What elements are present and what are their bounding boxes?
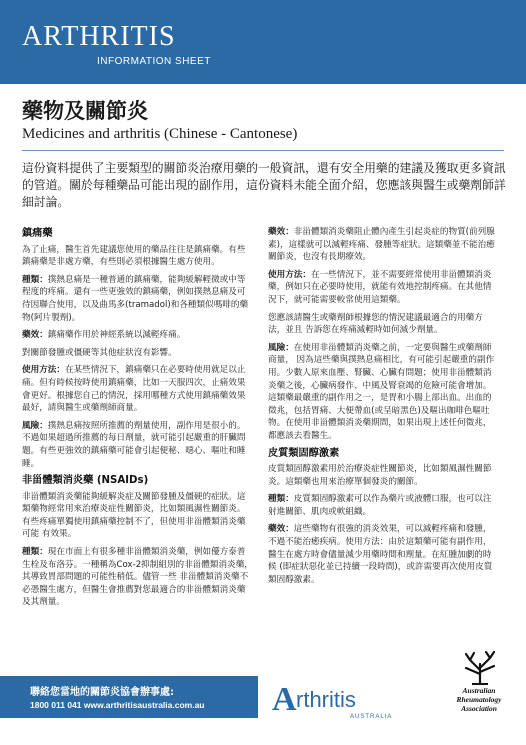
paragraph <box>22 420 254 470</box>
title-divider <box>22 150 504 151</box>
paragraph: 為了止痛，醫生首先建議您使用的藥品往往是鎮痛藥。有些鎮痛藥是非處方藥，有些則必須根據醫生處方使用。 <box>22 244 246 268</box>
section-heading-analgesics: 鎮痛藥 <box>22 228 53 239</box>
paragraph <box>22 364 254 414</box>
label: 風險： <box>268 342 294 353</box>
paragraph <box>22 329 254 342</box>
paragraph: 您應該請醫生或藥劑師根據您的情況建議最適合的用藥方法，並且 告訴您在疼痛減輕時如何減少劑量。 <box>268 312 483 336</box>
paragraph <box>22 274 254 324</box>
label: 藥效： <box>268 227 294 237</box>
paragraph: 非甾體類消炎藥能夠緩解炎症及關節發腫及僵硬的症狀。這類藥物經常用來治療炎症性關節炎，比如類風濕性關節炎。有些疼痛單獨使用鎮痛藥控制不了，但使用非甾體類消炎藥可能 有效果。 <box>22 491 246 540</box>
label: 種類： <box>268 494 294 505</box>
paragraph: 對關節發腫或僵硬等其他症狀沒有影響。 <box>22 347 177 358</box>
label: 藥效： <box>22 330 48 341</box>
label: 使用方法： <box>22 365 65 376</box>
paragraph <box>268 493 500 518</box>
contact-banner <box>0 676 258 718</box>
paragraph <box>268 269 500 307</box>
paragraph <box>268 342 500 443</box>
text: 現在市面上有很多種非甾體類消炎藥，例如優方泰普生栓及布洛芬。一種稱為Cox-2抑制組別的非甾體類消炎藥，其導致胃部問題的可能性稍低。儘管一些 非甾體類消炎藥不必憑醫生處方，但醫生會推薦對您最適合的非甾體類消炎藥及其劑量。 <box>22 547 253 608</box>
section-heading-nsaids: 非甾體類消炎藥 (NSAIDs) <box>22 475 149 487</box>
page-title: 藥物及關節炎 <box>22 99 148 123</box>
right-column <box>268 226 500 591</box>
logo-letter: A <box>272 681 297 718</box>
text: 鎮痛藥作用於神經系統以減輕疼痛。 <box>47 330 186 341</box>
text: 在一些情況下，並不需要經常使用非甾體類消炎藥，例如只在必要時使用，就能有效地控制疼痛。在其他情況下，就可能需要較常使用這類藥。 <box>268 269 492 305</box>
tree-icon <box>450 650 510 686</box>
brand-title: ARTHRITIS <box>22 21 176 52</box>
paragraph <box>22 546 254 609</box>
label: 使用方法： <box>268 269 311 280</box>
paragraph <box>268 226 500 264</box>
paragraph: 皮質類固醇激素用於治療炎症性關節炎，比如類風濕性關節炎。這類藥也用來治療單個發炎的關節。 <box>268 464 492 487</box>
ara-logo <box>440 650 520 740</box>
intro-paragraph: 這份資料提供了主要類型的關節炎治療用藥的一般資訊，還有安全用藥的建議及獲取更多資訊的管道。關於每種藥品可能出現的副作用，這份資料未能全面介紹，您應該與醫生或藥劑師詳細討論。 <box>22 161 506 209</box>
arthritis-australia-logo <box>272 681 392 725</box>
label: 風險： <box>22 420 48 431</box>
text: 撲熱息痛按照所推薦的劑量使用，副作用是很小的。不過如果超過所推薦的每日劑量，就可能引起嚴重的肝臟問題。有些更強效的鎮痛藥可能會引起便秘、噁心、嘔吐和睡睡。 <box>22 420 246 469</box>
contact-title: 聯絡您當地的關節炎協會辦事處: <box>30 687 174 698</box>
contact-link[interactable]: 1800 011 041 www.arthritisaustralia.com.au <box>30 700 205 710</box>
section-heading-corticosteroids: 皮質類固醇激素 <box>268 447 340 459</box>
ara-line: Rheumatology <box>456 695 502 704</box>
page-subtitle: Medicines and arthritis (Chinese - Cantonese) <box>22 126 298 142</box>
logo-word: rthritis <box>296 687 356 712</box>
ara-line: Association <box>461 704 497 713</box>
brand-subtitle: INFORMATION SHEET <box>97 56 211 67</box>
text: 在使用非甾體類消炎藥之前，一定要與醫生或藥劑師商量， 因為這些藥與撲熱息痛相比，有可能引起嚴重的副作用。少數人原來血壓、腎臟、心臟有問題；使用非甾體類消炎藥之後，心臟病發作、中風及腎衰竭的危險可能會增加。這類藥最嚴重的副作用之一，是胃和小腸上部出血。出血的徵兆，包括胃痛、大便帶血(或呈暗黑色)及嘔出咖啡色嘔吐物。在使用非甾體類消炎藥期間，如果出現上述任何徵兆，都應該去看醫生。 <box>268 342 495 441</box>
ara-text <box>444 686 514 713</box>
header-banner <box>0 0 526 84</box>
text: 皮質類固醇激素可以作為藥片或液體口服，也可以注射進關節、肌肉或軟組織。 <box>268 494 492 517</box>
label: 種類： <box>22 274 48 285</box>
left-column <box>22 226 254 614</box>
text: 這些藥物有很強的消炎效果，可以減輕疼痛和發腫，不過不能治癒疾病。使用方法：由於這類藥可能有副作用，醫生在處方時會儘量減少用藥時間和劑量。在紅腫加劇的時候 (即症狀惡化並已持續一段時間)，或許需要再次使用皮質類固醇激素。 <box>268 524 493 585</box>
text: 在某些情況下，鎮痛藥只在必要時使用就足以止痛。但有時候按時使用鎮痛藥，比如一天服四次，止痛效果會更好。根據您自己的情況，採用哪種方式使用鎮痛藥效果最好，請與醫生或藥劑師商量。 <box>22 365 246 414</box>
label: 種類： <box>22 547 48 558</box>
paragraph <box>268 523 500 586</box>
text: 撲熱息痛是一種普通的鎮痛藥，能夠緩解輕微或中等程度的疼痛。還有一些更強效的鎮痛藥，例如撲熱息痛及可待因聯合使用，以及曲馬多(tramadol)和各種類似嗎啡的藥物(阿片製劑)。 <box>22 274 249 323</box>
ara-line: Australian <box>462 686 496 695</box>
text: 非甾體類消炎藥阻止體內產生引起炎症的物質(前列腺素)，這樣就可以減輕疼痛、發腫等症狀。這類藥並不能治癒關節炎，也沒有長期療效。 <box>268 227 495 263</box>
logo-country: AUSTRALIA <box>350 714 393 720</box>
label: 藥效： <box>268 524 294 535</box>
